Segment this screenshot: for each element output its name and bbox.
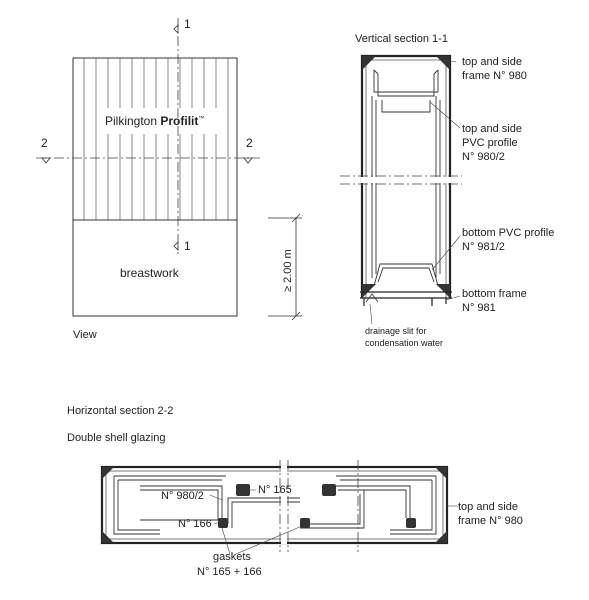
horizontal-section-title: Horizontal section 2-2 xyxy=(67,405,174,417)
profilit-glazing-panel xyxy=(73,58,237,220)
label-pvc-profile: PVC profile xyxy=(462,137,518,149)
label-166-h: N° 166 xyxy=(178,518,212,530)
label-drainage-slit: drainage slit for xyxy=(365,326,427,336)
height-dimension-label: ≥ 2.00 m xyxy=(282,249,294,292)
cut-1-top-label: 1 xyxy=(184,17,191,31)
label-gaskets-numbers: N° 165 + 166 xyxy=(197,566,262,578)
cut-2-left-label: 2 xyxy=(41,136,48,150)
section-arrow-top xyxy=(174,25,178,33)
label-top-side-pvc: top and side xyxy=(462,123,522,135)
label-top-side-h: top and side xyxy=(458,501,518,513)
horizontal-frame-980 xyxy=(102,467,447,543)
frame-corner-tr xyxy=(436,56,450,70)
label-condensation: condensation water xyxy=(365,338,444,348)
section-arrow-bottom xyxy=(174,242,178,250)
profilit-channel-lines xyxy=(84,58,228,220)
label-bottom-frame: bottom frame xyxy=(462,288,527,300)
label-gaskets: gaskets xyxy=(213,551,251,563)
label-top-side-frame: top and side xyxy=(462,56,522,68)
section-break xyxy=(340,176,462,184)
view-caption: View xyxy=(73,329,97,341)
label-bottom-pvc: bottom PVC profile xyxy=(462,227,555,239)
horizontal-break xyxy=(280,460,358,552)
label-frame-980: frame N° 980 xyxy=(462,70,527,82)
gasket-166-right xyxy=(406,518,416,528)
frame-corner-tl xyxy=(362,56,376,70)
bottom-frame-981 xyxy=(360,292,452,306)
section-arrow-left xyxy=(42,158,50,163)
cut-1-bottom-label: 1 xyxy=(184,239,191,253)
right-pvc-profile xyxy=(336,476,436,534)
elevation-view xyxy=(36,17,302,341)
section-arrow-right xyxy=(244,158,252,163)
vertical-section xyxy=(340,33,554,348)
cut-2-right-label: 2 xyxy=(246,136,253,150)
bottom-pvc-profile-981-2 xyxy=(374,264,438,286)
gasket-165-right xyxy=(322,484,336,496)
top-pvc-profile-980-2 xyxy=(374,70,438,112)
gasket-166-left xyxy=(218,518,228,528)
label-981-2: N° 981/2 xyxy=(462,241,505,253)
brand-label: Pilkington Profilit™ xyxy=(105,114,205,128)
label-980-2-h: N° 980/2 xyxy=(161,490,204,502)
gaskets-165-166 xyxy=(218,484,416,528)
breastwork-label: breastwork xyxy=(120,266,179,280)
profilit-glass-section xyxy=(372,96,440,278)
horizontal-section xyxy=(67,405,523,578)
vertical-section-title: Vertical section 1-1 xyxy=(355,33,448,45)
label-frame-980-h: frame N° 980 xyxy=(458,515,523,527)
label-981: N° 981 xyxy=(462,302,496,314)
frame-corner-br xyxy=(436,284,450,298)
horizontal-section-subtitle: Double shell glazing xyxy=(67,432,166,444)
label-165-h: N° 165 xyxy=(258,484,292,496)
horizontal-leaders xyxy=(210,490,458,554)
label-980-2: N° 980/2 xyxy=(462,151,505,163)
